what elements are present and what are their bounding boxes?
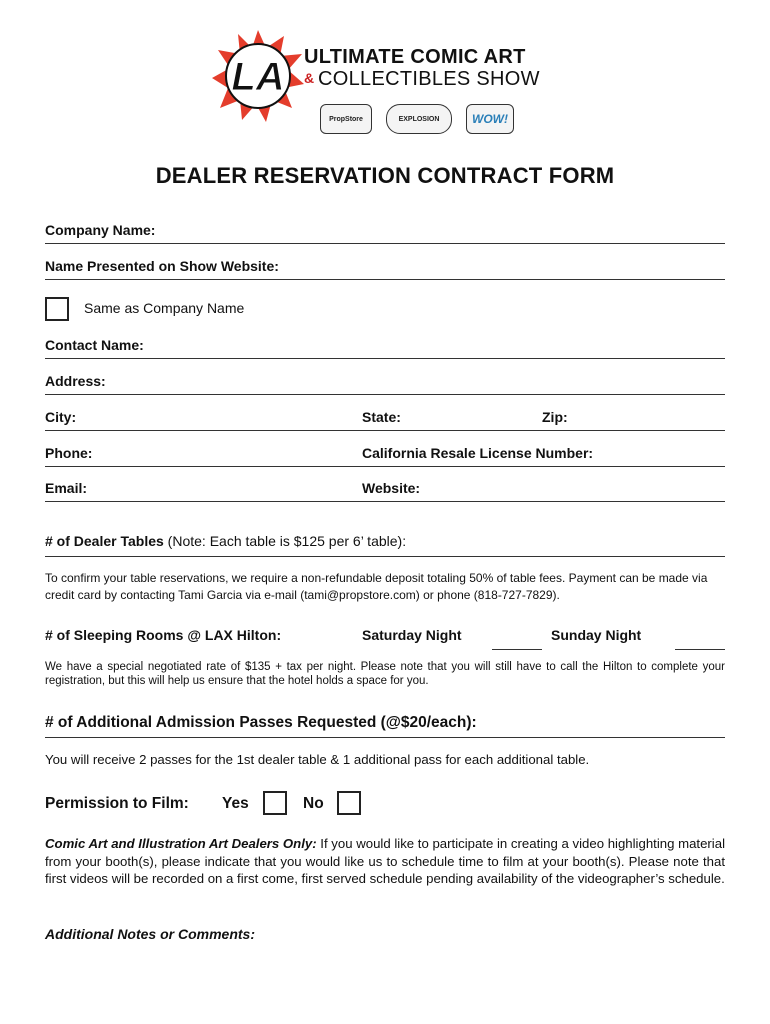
additional-passes-field[interactable]	[45, 737, 725, 738]
sunday-night-field[interactable]	[675, 649, 725, 650]
state-label: State:	[362, 409, 401, 425]
same-as-company-label: Same as Company Name	[84, 300, 245, 316]
additional-passes-label: # of Additional Admission Passes Requested (@$20/each):	[45, 714, 477, 731]
dealer-tables-field[interactable]	[45, 556, 725, 557]
address-field[interactable]	[45, 394, 725, 395]
logo-title-line2	[318, 68, 540, 91]
address-label: Address:	[45, 373, 106, 389]
logo-title-line1: ULTIMATE COMIC ART	[304, 46, 526, 68]
dealers-only-text: If you would like to participate in creating a video highlighting material from your booth(s), please indicate that you would like us to schedule time to film at your booth(s). Please note that first videos will be recorded on a first come, first served schedule pending availability of the videographer’s schedule.	[45, 836, 725, 886]
sponsor3-label: WOW!	[472, 112, 508, 126]
city-state-zip-field[interactable]	[45, 430, 725, 431]
name-presented-field[interactable]	[45, 279, 725, 280]
sponsor-wow-logo	[466, 104, 514, 134]
phone-label: Phone:	[45, 445, 93, 461]
sponsor-propstore-logo	[320, 104, 372, 134]
phone-resale-field[interactable]	[45, 466, 725, 467]
dealer-tables-row	[45, 533, 406, 549]
show-logo	[210, 28, 560, 138]
same-as-company-checkbox[interactable]	[45, 297, 69, 321]
contact-name-label: Contact Name:	[45, 337, 144, 353]
sponsor-explosion-logo	[386, 104, 452, 134]
city-label: City:	[45, 409, 77, 425]
email-website-field[interactable]	[45, 501, 725, 502]
website-label: Website:	[362, 480, 421, 496]
page-title: DEALER RESERVATION CONTRACT FORM	[155, 163, 615, 188]
logo-ampersand: &	[304, 70, 315, 86]
additional-notes-label: Additional Notes or Comments:	[45, 926, 256, 942]
starburst-logo-icon	[210, 28, 306, 124]
dealers-only-paragraph	[45, 835, 725, 888]
logo-mark: LA	[231, 55, 285, 99]
email-label: Email:	[45, 480, 88, 496]
dealers-only-lead: Comic Art and Illustration Art Dealers Only:	[45, 836, 317, 851]
logo-line2-text: COLLECTIBLES SHOW	[318, 68, 540, 90]
name-presented-label: Name Presented on Show Website:	[45, 258, 279, 274]
hilton-rate-note: We have a special negotiated rate of $135 + tax per night. Please note that you will still have to call the Hilton to complete your registration, but this will help us ensure that the hotel holds a space for you.	[45, 661, 725, 687]
passes-info-text: You will receive 2 passes for the 1st dealer table & 1 additional pass for each additional table.	[45, 752, 590, 767]
contact-name-field[interactable]	[45, 358, 725, 359]
resale-license-label: California Resale License Number:	[362, 445, 594, 461]
saturday-night-field[interactable]	[492, 649, 542, 650]
zip-label: Zip:	[542, 409, 568, 425]
deposit-info-text: To confirm your table reservations, we require a non-refundable deposit totaling 50% of table fees. Payment can be made via credit card by contacting Tami Garcia via e-mail (tami@propstore.com) or phone (818-727-7829).	[45, 571, 708, 602]
film-yes-checkbox[interactable]	[263, 791, 287, 815]
sleeping-rooms-label: # of Sleeping Rooms @ LAX Hilton:	[45, 627, 282, 643]
dealer-tables-note: (Note: Each table is $125 per 6’ table):	[163, 533, 407, 549]
saturday-night-label: Saturday Night	[362, 627, 462, 643]
dealer-tables-label: # of Dealer Tables	[45, 533, 164, 549]
company-name-label: Company Name:	[45, 222, 156, 238]
film-no-label: No	[303, 795, 324, 812]
permission-to-film-label: Permission to Film:	[45, 795, 189, 812]
sunday-night-label: Sunday Night	[551, 627, 642, 643]
sponsor2-label: EXPLOSION	[398, 115, 440, 123]
film-yes-label: Yes	[222, 795, 249, 812]
sponsor1-label: PropStore	[329, 115, 363, 123]
film-no-checkbox[interactable]	[337, 791, 361, 815]
company-name-field[interactable]	[45, 243, 725, 244]
